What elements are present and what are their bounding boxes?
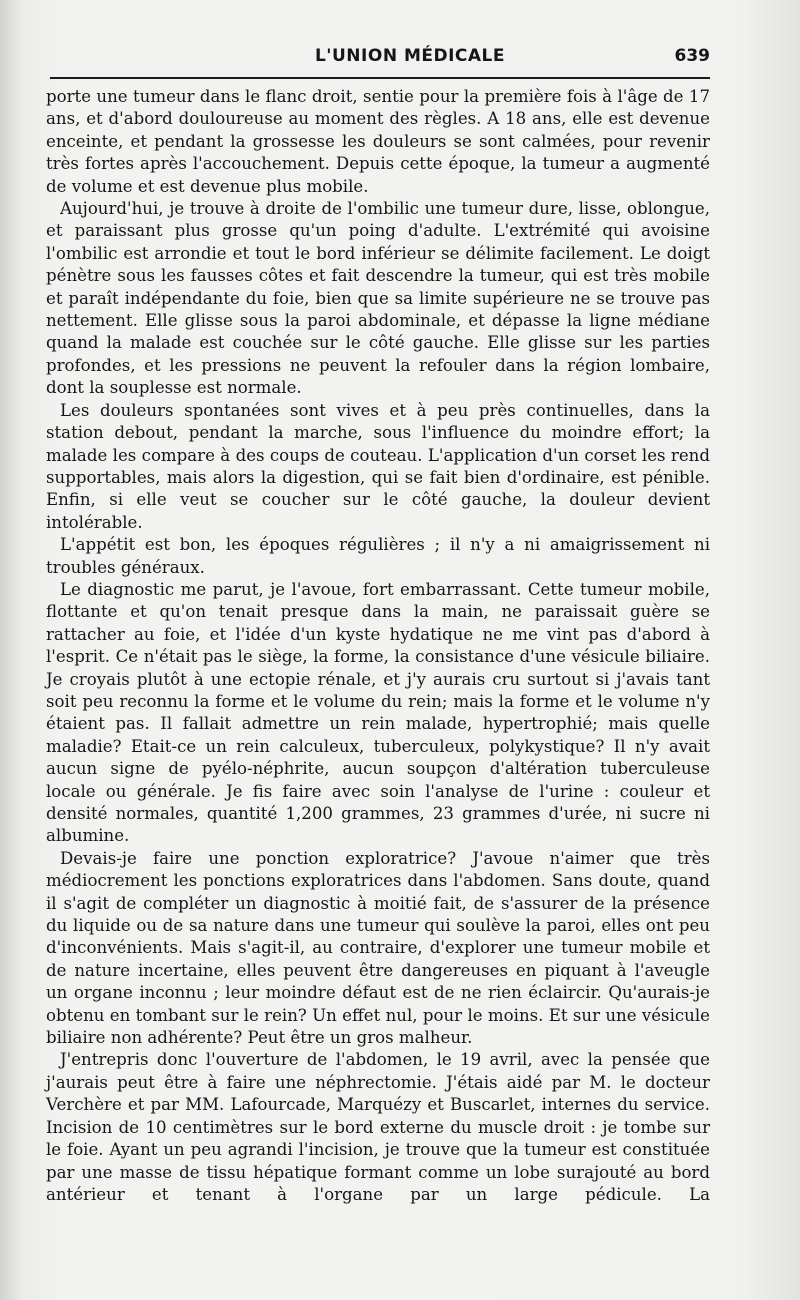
paragraph-3: Les douleurs spontanées sont vives et à peu près continuelles, dans la station debout, pendant la marche, sous l'influence du moindre effort; la malade les compare à des coups de couteau. L'application d'un corset les rend supportables, mais alors la digestion, qui se fait bien d'ordinaire, est pénible. Enfin, si elle veut se coucher sur le côté gauche, la douleur devient intolérable. [46, 400, 710, 532]
paragraph-4: L'appétit est bon, les époques régulières ; il n'y a ni amaigrissement ni troubles généraux. [46, 535, 710, 577]
running-title: L'UNION MÉDICALE [314, 46, 506, 66]
page-number: 639 [674, 46, 710, 66]
paragraph-5: Le diagnostic me parut, je l'avoue, fort embarrassant. Cette tumeur mobile, flottante et qu'on tenait presque dans la main, ne paraissait guère se rattacher au foie, et l'idée d'un kyste hydatique ne me vint pas d'abord à l'esprit. Ce n'était pas le siège, la forme, la consistance d'une vésicule biliaire. Je croyais plutôt à une ectopie rénale, et j'y aurais cru surtout si j'avais tant soit peu reconnu la forme et le volume du rein; mais la forme et le volume n'y étaient pas. Il fallait admettre un rein malade, hypertrophié; mais quelle maladie? Etait-ce un rein calculeux, tuberculeux, polykystique? Il n'y avait aucun signe de pyélo-néphrite, aucun soupçon d'altération tuberculeuse locale ou générale. Je fis faire avec soin l'analyse de l'urine : couleur et densité normales, quantité 1,200 grammes, 23 grammes d'urée, ni sucre ni albumine. [46, 579, 710, 846]
header-rule [50, 77, 710, 79]
paragraph-6: Devais-je faire une ponction exploratrice? J'avoue n'aimer que très médiocrement les ponctions exploratrices dans l'abdomen. Sans doute, quand il s'agit de compléter un diagnostic à moitié fait, de s'assurer de la présence du liquide ou de sa nature dans une tumeur qui soulève la paroi, elles ont peu d'inconvénients. Mais s'agit-il, au contraire, d'explorer une tumeur mobile et de nature incertaine, elles peuvent être dangereuses en piquant à l'aveugle un organe inconnu ; leur moindre défaut est de ne rien éclaircir. Qu'aurais-je obtenu en tombant sur le rein? Un effet nul, pour le moins. Et sur une vésicule biliaire non adhérente? Peut être un gros malheur. [46, 848, 710, 1048]
paragraph-7: J'entrepris donc l'ouverture de l'abdomen, le 19 avril, avec la pensée que j'aurais peut être à faire une néphrectomie. J'étais aidé par M. le docteur Verchère et par MM. Lafourcade, Marquézy et Buscarlet, internes du service. Incision de 10 centimètres sur le bord externe du muscle droit : je tombe sur le foie. Ayant un peu agrandi l'incision, je trouve que la tumeur est constituée par une masse de tissu hépatique formant comme un lobe surajouté au bord antérieur et tenant à l'organe par un large pédicule. La [46, 1050, 710, 1204]
paragraph-2: Aujourd'hui, je trouve à droite de l'ombilic une tumeur dure, lisse, oblongue, et paraissant plus grosse qu'un poing d'adulte. L'extrémité qui avoisine l'ombilic est arrondie et tout le bord inférieur se délimite facilement. Le doigt pénètre sous les fausses côtes et fait descendre la tumeur, qui est très mobile et paraît indépendante du foie, bien que sa limite supérieure ne se trouve pas nettement. Elle glisse sous la paroi abdominale, et dépasse la ligne médiane quand la malade est couchée sur le côté gauche. Elle glisse sur les parties profondes, et les pressions ne peuvent la refouler dans la région lombaire, dont la souplesse est normale. [46, 199, 710, 398]
body-text [46, 86, 710, 1206]
paragraph-1: porte une tumeur dans le flanc droit, sentie pour la première fois à l'âge de 17 ans, et d'abord douloureuse au moment des règles. A 18 ans, elle est devenue enceinte, et pendant la grossesse les douleurs se sont calmées, pour revenir très fortes après l'accouchement. Depuis cette époque, la tumeur a augmenté de volume et est devenue plus mobile. [46, 87, 710, 196]
page-header [50, 44, 710, 74]
